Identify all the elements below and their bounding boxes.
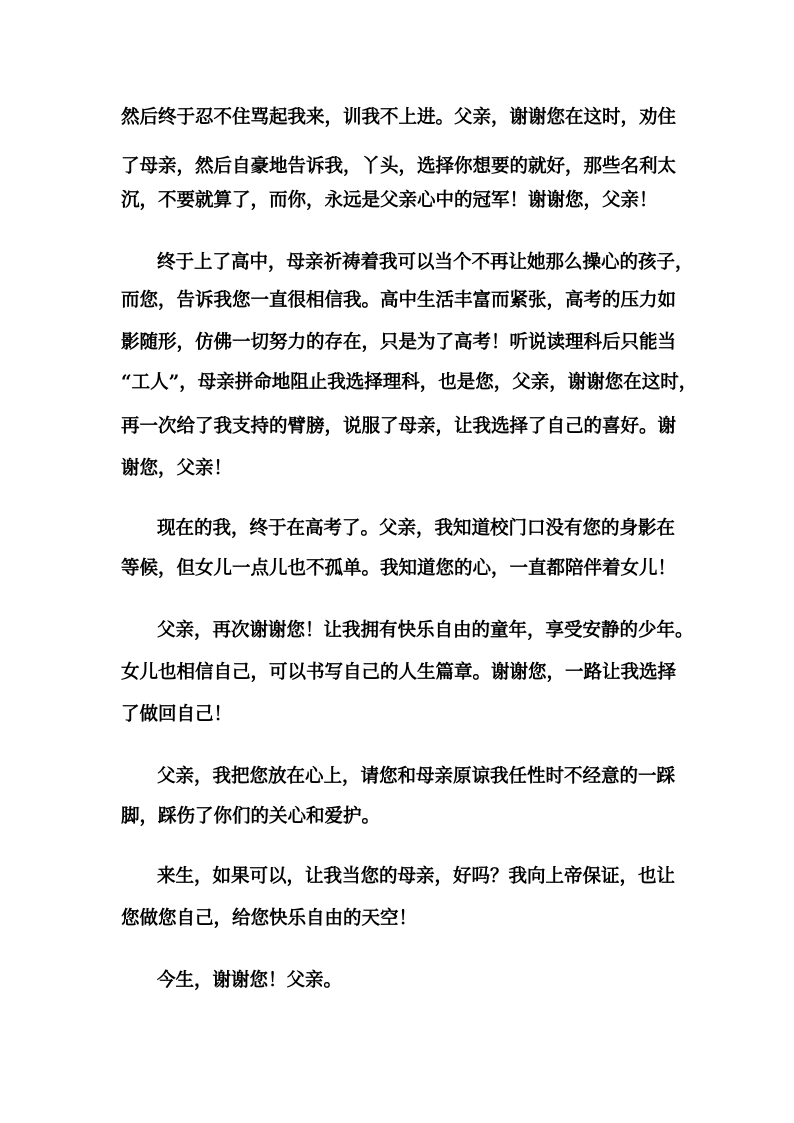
paragraph-line: 影随形，仿佛一切努力的存在，只是为了高考！听说读理科后只能当 xyxy=(121,332,677,353)
paragraph-line: 谢您，父亲！ xyxy=(121,458,233,479)
paragraph-line: 今生，谢谢您！父亲。 xyxy=(157,970,343,991)
paragraph-line: 终于上了高中，母亲祈祷着我可以当个不再让她那么操心的孩子， xyxy=(157,252,694,273)
paragraph-line: 再一次给了我支持的臂膀，说服了母亲，让我选择了自己的喜好。谢 xyxy=(121,416,677,437)
paragraph-line: 现在的我，终于在高考了。父亲，我知道校门口没有您的身影在 xyxy=(157,518,676,539)
paragraph-line: 等候，但女儿一点儿也不孤单。我知道您的心，一直都陪伴着女儿！ xyxy=(121,558,677,579)
paragraph-line: 脚，踩伤了你们的关心和爱护。 xyxy=(121,806,381,827)
paragraph-line: 然后终于忍不住骂起我来，训我不上进。父亲，谢谢您在这时，劝住 xyxy=(121,107,677,128)
paragraph-line: 了做回自己！ xyxy=(121,704,233,725)
paragraph-line: 父亲，我把您放在心上，请您和母亲原谅我任性时不经意的一踩 xyxy=(157,766,676,787)
paragraph-line: “工人”，母亲拼命地阻止我选择理科，也是您，父亲，谢谢您在这时， xyxy=(121,372,698,393)
paragraph-line: 沉，不要就算了，而你，永远是父亲心中的冠军！谢谢您，父亲！ xyxy=(121,190,658,211)
paragraph-line: 您做您自己，给您快乐自由的天空！ xyxy=(121,908,418,929)
paragraph-line: 而您，告诉我您一直很相信我。高中生活丰富而紧张，高考的压力如 xyxy=(121,290,677,311)
paragraph-line: 父亲，再次谢谢您！让我拥有快乐自由的童年，享受安静的少年。 xyxy=(157,620,694,641)
paragraph-line: 了母亲，然后自豪地告诉我，丫头，选择你想要的就好，那些名利太 xyxy=(121,156,677,177)
paragraph-line: 女儿也相信自己，可以书写自己的人生篇章。谢谢您，一路让我选择 xyxy=(121,662,677,683)
paragraph-line: 来生，如果可以，让我当您的母亲，好吗？我向上帝保证，也让 xyxy=(157,866,676,887)
